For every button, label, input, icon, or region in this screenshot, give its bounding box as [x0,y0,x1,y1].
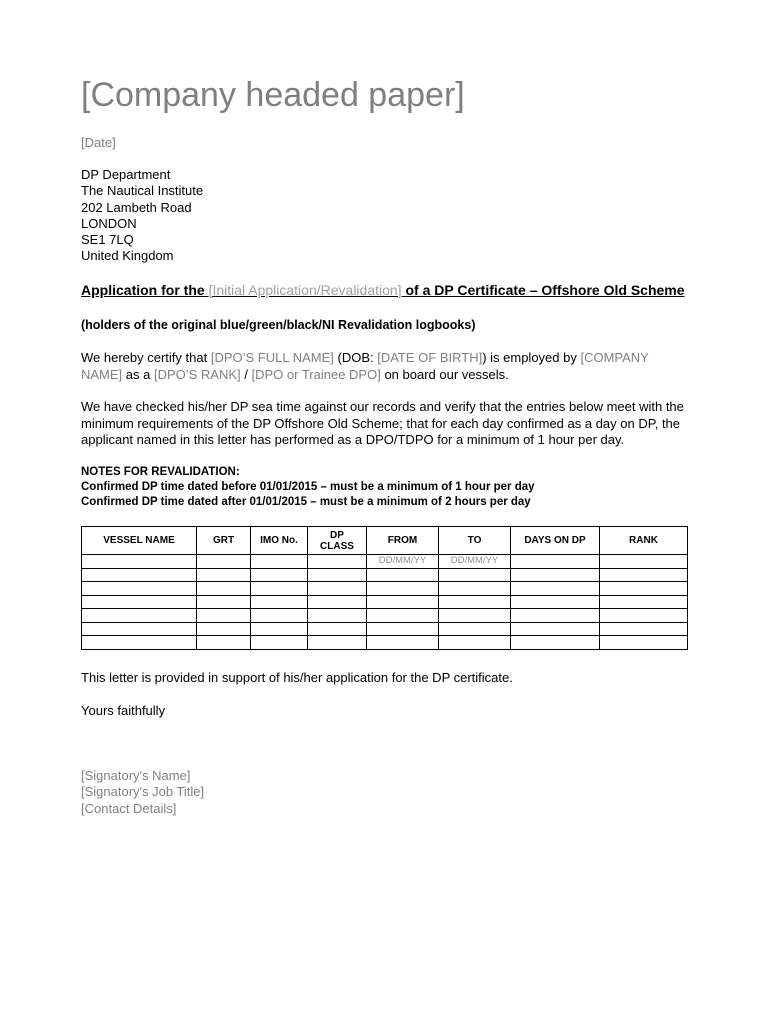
signature-block [81,768,204,817]
dob-placeholder: [DATE OF BIRTH] [377,350,483,365]
table-cell[interactable] [308,609,367,623]
contact-details-placeholder: [Contact Details] [81,800,177,816]
para-text: (DOB: [333,350,378,365]
table-cell[interactable]: DD/MM/YY [439,555,511,569]
para-text: on board our vessels. [380,366,509,382]
table-cell[interactable] [82,582,197,596]
table-row [82,568,688,582]
address-line: LONDON [81,215,137,231]
table-cell[interactable] [367,582,439,596]
address-line: 202 Lambeth Road [81,199,192,215]
column-header: DP CLASS [308,527,367,555]
notes-title: NOTES FOR REVALIDATION: [81,466,240,478]
table-cell[interactable] [251,582,308,596]
table-cell[interactable] [600,595,688,609]
table-cell[interactable] [600,622,688,636]
signatory-name-placeholder: [Signatory's Name] [81,768,191,783]
para-text: We hereby certify that [81,350,211,365]
table-cell[interactable] [511,609,600,623]
table-cell[interactable] [197,568,251,582]
table-cell[interactable] [367,595,439,609]
table-cell[interactable] [600,555,688,569]
rank-placeholder: [DPO’S RANK] [153,366,241,382]
table-row [82,555,688,569]
subject-placeholder: [Initial Application/Revalidation] [208,282,402,298]
table-cell[interactable] [251,636,308,650]
address-line: SE1 7LQ [81,232,134,248]
table-row [82,609,688,623]
column-header: IMO No. [251,527,308,555]
verification-paragraph: We have checked his/her DP sea time against our records and verify that the entries below meet with the minimum requirements of the DP Offshore Old Scheme; that for each day confirmed as a day on DP, the applicant named in this letter has performed as a DPO/TDPO for a minimum of 1 hour per day. [81,399,684,447]
table-cell[interactable] [439,609,511,623]
sea-time-table [81,526,688,650]
table-cell[interactable] [511,555,600,569]
para-text: ) is employed by [482,350,581,365]
table-cell[interactable] [600,568,688,582]
table-cell[interactable] [251,622,308,636]
notes-line: Confirmed DP time dated before 01/01/2015 – must be a minimum of 1 hour per day [81,481,535,493]
table-cell[interactable] [251,595,308,609]
recipient-address [81,167,203,265]
dpo-type-placeholder: [DPO or Trainee DPO] [251,366,381,382]
table-cell[interactable] [308,636,367,650]
table-cell[interactable] [308,582,367,596]
address-line: DP Department [81,167,171,182]
table-row [82,622,688,636]
table-cell[interactable] [197,622,251,636]
revalidation-notes [81,465,535,510]
address-line: United Kingdom [81,248,174,264]
column-header: RANK [600,527,688,555]
address-line: The Nautical Institute [81,183,204,199]
table-cell[interactable] [197,555,251,569]
table-cell[interactable] [82,555,197,569]
table-cell[interactable] [308,595,367,609]
table-cell[interactable] [308,555,367,569]
para-text: as a [122,366,154,382]
table-cell[interactable] [308,622,367,636]
table-cell[interactable] [600,636,688,650]
table-cell[interactable] [197,582,251,596]
table-cell[interactable] [439,568,511,582]
closing-salutation: Yours faithfully [81,703,166,718]
table-cell[interactable] [82,595,197,609]
table-cell[interactable] [511,582,600,596]
table-cell[interactable] [308,568,367,582]
table-cell[interactable] [600,582,688,596]
table-row [82,636,688,650]
table-cell[interactable] [197,609,251,623]
table-cell[interactable] [511,568,600,582]
notes-line: Confirmed DP time dated after 01/01/2015 – must be a minimum of 2 hours per day [81,496,531,508]
table-cell[interactable] [367,636,439,650]
table-cell[interactable] [251,555,308,569]
table-cell[interactable] [367,568,439,582]
table-cell[interactable] [439,595,511,609]
certification-paragraph [81,350,691,383]
table-header-row [82,527,688,555]
subject-prefix: Application for the [81,282,209,298]
column-header: VESSEL NAME [82,527,197,555]
table-cell[interactable] [439,582,511,596]
table-cell[interactable] [82,622,197,636]
table-cell[interactable] [251,609,308,623]
column-header: FROM [367,527,439,555]
support-paragraph: This letter is provided in support of his/her application for the DP certificate. [81,670,513,685]
signatory-job-title-placeholder: [Signatory's Job Title] [81,784,205,800]
subject-line [81,282,685,298]
company-name-placeholder: [COMPANY NAME] [81,350,649,382]
table-cell[interactable] [367,622,439,636]
table-row [82,595,688,609]
table-cell[interactable] [511,595,600,609]
table-cell[interactable] [439,636,511,650]
column-header: TO [439,527,511,555]
table-cell[interactable]: DD/MM/YY [367,555,439,569]
dpo-name-placeholder: [DPO’S FULL NAME] [210,350,334,365]
table-cell[interactable] [82,609,197,623]
table-cell[interactable] [82,636,197,650]
table-cell[interactable] [600,609,688,623]
company-heading: [Company headed paper] [81,76,465,114]
table-cell[interactable] [197,636,251,650]
para-text: / [240,366,252,382]
table-cell[interactable] [197,595,251,609]
table-row [82,582,688,596]
table-cell[interactable] [511,622,600,636]
column-header: DAYS ON DP [511,527,600,555]
table-cell[interactable] [82,568,197,582]
subheading: (holders of the original blue/green/black/NI Revalidation logbooks) [81,318,476,332]
date-placeholder: [Date] [81,135,116,150]
table-cell[interactable] [251,568,308,582]
table-cell[interactable] [367,609,439,623]
table-cell[interactable] [511,636,600,650]
table-cell[interactable] [439,622,511,636]
column-header: GRT [197,527,251,555]
subject-suffix: of a DP Certificate – Offshore Old Scheme [401,282,685,298]
